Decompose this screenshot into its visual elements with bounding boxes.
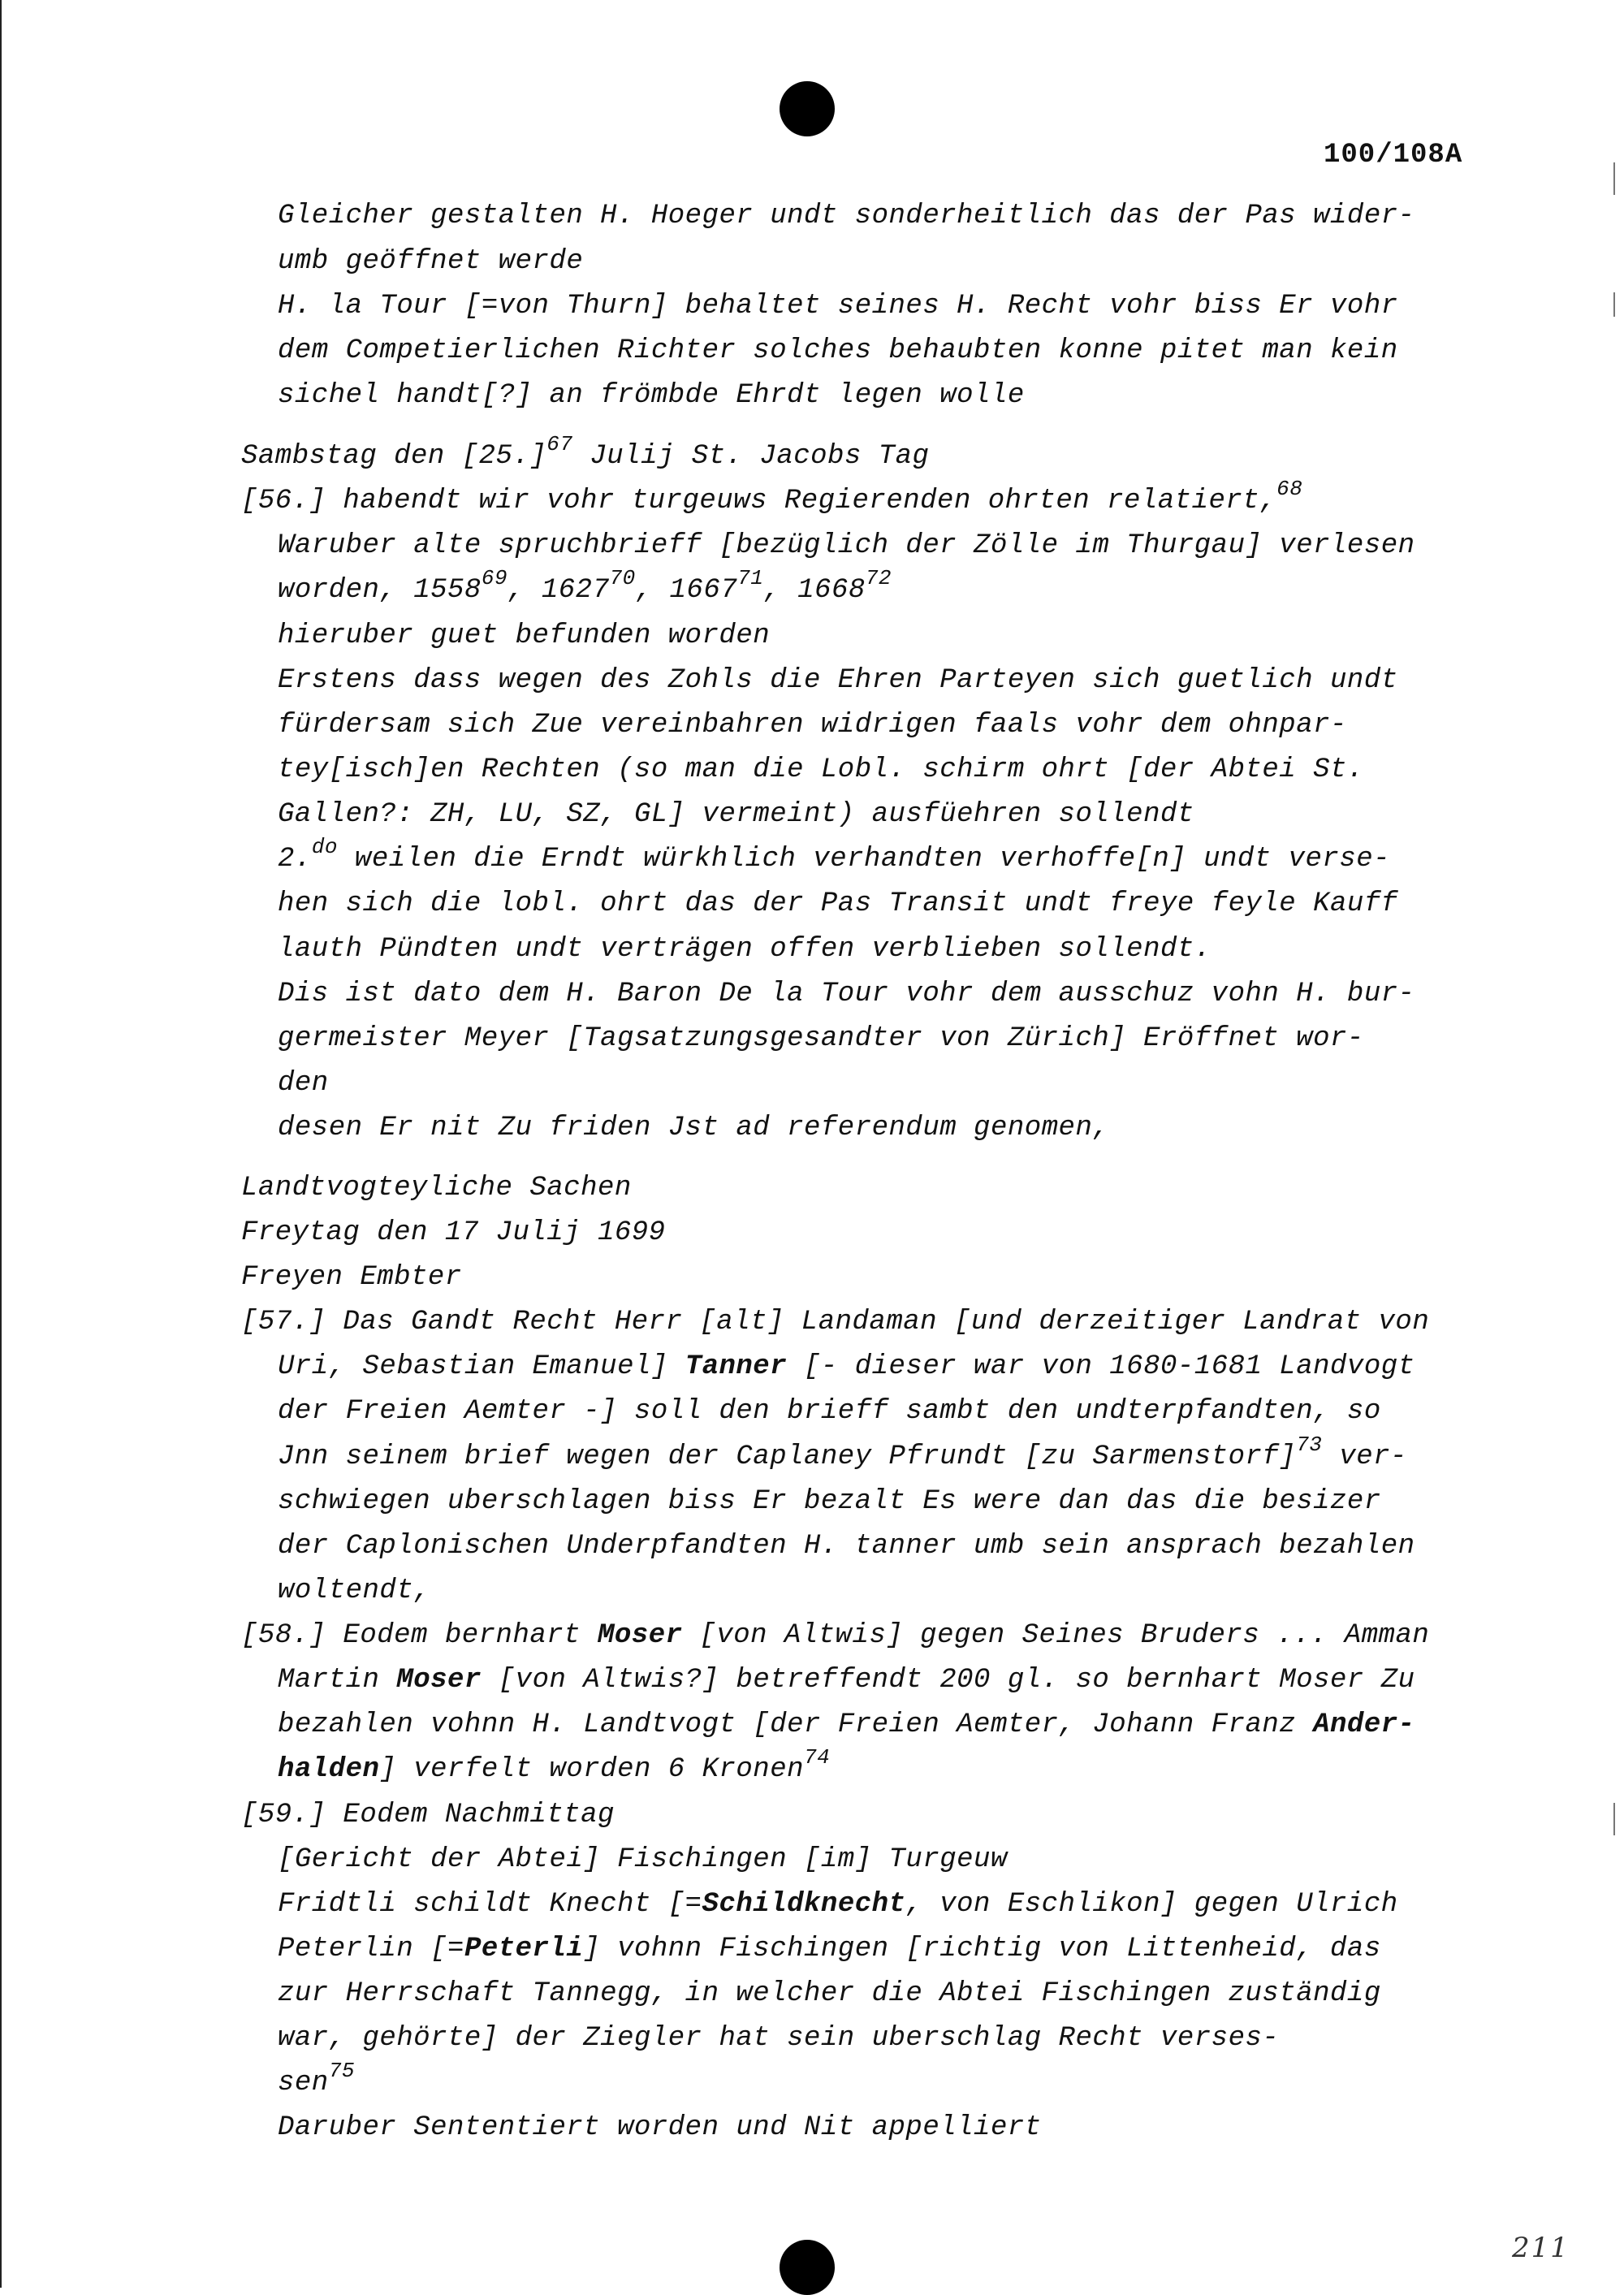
footnote-ref: 71 [737, 566, 764, 590]
footnote-ref: 69 [481, 566, 508, 590]
text-line: Martin Moser [von Altwis?] betreffendt 200 gl. so bernhart Moser Zu [278, 1665, 1415, 1696]
text-line: Jnn seinem brief wegen der Caplaney Pfrundt [zu Sarmenstorf]$^{73}$ ver- [278, 1433, 1407, 1472]
text-line: hieruber guet befunden worden [278, 620, 771, 651]
text-line: [56.] habendt wir vohr turgeuws Regierenden ohrten relatiert,$^{68}$ [241, 477, 1303, 516]
text-line: Fridtli schildt Knecht [=Schildknecht, von Eschlikon] gegen Ulrich [278, 1889, 1398, 1920]
text-line: [Gericht der Abtei] Fischingen [im] Turgeuw [278, 1844, 1008, 1875]
date-heading: Freytag den 17 Julij 1699 [241, 1217, 666, 1248]
text-line: halden] verfelt worden 6 Kronen$^{74}$ [278, 1745, 831, 1785]
text-line: tey[isch]en Rechten (so man die Lobl. schirm ohrt [der Abtei St. [278, 754, 1364, 785]
section-heading: Landtvogteyliche Sachen [241, 1173, 632, 1204]
text-line: Peterlin [=Peterli] vohnn Fischingen [richtig von Littenheid, das [278, 1934, 1381, 1964]
text-line: war, gehörte] der Ziegler hat sein uberschlag Recht verses- [278, 2023, 1280, 2054]
bold-name: Moser [597, 1620, 683, 1651]
bold-name: Peterli [464, 1934, 584, 1964]
bold-name: halden [278, 1754, 380, 1785]
handwritten-folio-number: 211 [1512, 2232, 1570, 2264]
text-line: sichel handt[?] an frömbde Ehrdt legen wolle [278, 380, 1025, 411]
text-line: Uri, Sebastian Emanuel] Tanner [- dieser war von 1680-1681 Landvogt [278, 1351, 1415, 1382]
text-line: lauth Pündten undt verträgen offen verblieben sollendt. [278, 934, 1212, 965]
bold-name: Ander- [1313, 1709, 1415, 1740]
page-number: 100/108A [1324, 140, 1463, 171]
footnote-ref: 72 [865, 566, 892, 590]
text-line: umb geöffnet werde [278, 246, 584, 277]
footnote-ref: 73 [1296, 1433, 1323, 1457]
text-line: Gallen?: ZH, LU, SZ, GL] vermeint) ausfüehren sollendt [278, 799, 1194, 830]
text-line: hen sich die lobl. ohrt das der Pas Transit undt freye feyle Kauff [278, 888, 1398, 919]
text-line: der Freien Aemter -] soll den brieff sambt den undterpfandten, so [278, 1396, 1381, 1427]
section-heading: Freyen Embter [241, 1262, 462, 1293]
text-line: schwiegen uberschlagen biss Er bezalt Es were dan das die besizer [278, 1486, 1381, 1517]
bold-name: Moser [396, 1665, 482, 1696]
text-line: woltendt, [278, 1575, 431, 1606]
punch-hole-bottom [780, 2240, 835, 2295]
footnote-ref: 67 [546, 432, 573, 456]
text-line: Dis ist dato dem H. Baron De la Tour vohr dem ausschuz vohn H. bur- [278, 979, 1415, 1009]
text-line: H. la Tour [=von Thurn] behaltet seines H. Recht vohr biss Er vohr [278, 291, 1398, 322]
scan-edge-mark [1613, 1803, 1615, 1835]
text-line: worden, 1558$^{69}$, 1627$^{70}$, 1667$^{71}$, 1668$^{72}$ [278, 566, 892, 606]
text-line: Daruber Sententiert worden und Nit appelliert [278, 2112, 1042, 2143]
text-line: zur Herrschaft Tannegg, in welcher die Abtei Fischingen zuständig [278, 1978, 1381, 2009]
footnote-ref: 74 [804, 1745, 831, 1770]
text-line: germeister Meyer [Tagsatzungsgesandter von Zürich] Eröffnet wor- [278, 1023, 1364, 1054]
text-line: fürdersam sich Zue vereinbahren widrigen faals vohr dem ohnpar- [278, 710, 1347, 741]
text-line: [58.] Eodem bernhart Moser [von Altwis] gegen Seines Bruders ... Amman [241, 1620, 1430, 1651]
text-line: [57.] Das Gandt Recht Herr [alt] Landaman [und derzeitiger Landrat von [241, 1307, 1430, 1338]
scan-edge-mark [1613, 162, 1615, 195]
text-line: dem Competierlichen Richter solches behaubten konne pitet man kein [278, 335, 1398, 366]
text-line: desen Er nit Zu friden Jst ad referendum genomen, [278, 1113, 1110, 1143]
punch-hole-top [780, 81, 835, 136]
footnote-ref: 75 [328, 2059, 355, 2083]
text-line: Gleicher gestalten H. Hoeger undt sonderheitlich das der Pas wider- [278, 201, 1415, 231]
text-line: [59.] Eodem Nachmittag [241, 1800, 615, 1830]
text-line: der Caplonischen Underpfandten H. tanner umb sein ansprach bezahlen [278, 1531, 1415, 1562]
footnote-ref: 68 [1276, 477, 1303, 501]
superscript: do [311, 835, 339, 859]
text-line: Waruber alte spruchbrieff [bezüglich der Zölle im Thurgau] verlesen [278, 530, 1415, 561]
text-line: bezahlen vohnn H. Landtvogt [der Freien Aemter, Johann Franz Ander- [278, 1709, 1415, 1740]
scan-edge-mark [1613, 292, 1615, 317]
text-line: Sambstag den $[25.]^{67}$ Julij St. Jacobs Tag [241, 432, 930, 472]
text-line: sen$^{75}$ [278, 2059, 355, 2098]
text-line: den [278, 1068, 329, 1099]
bold-name: Schildknecht [702, 1889, 906, 1920]
footnote-ref: 70 [609, 566, 636, 590]
text-line: Erstens dass wegen des Zohls die Ehren Parteyen sich guetlich undt [278, 665, 1398, 696]
text-line: 2.$^{do}$ weilen die Erndt würkhlich verhandten verhoffe[n] undt verse- [278, 835, 1391, 875]
bold-name: Tanner [685, 1351, 788, 1382]
